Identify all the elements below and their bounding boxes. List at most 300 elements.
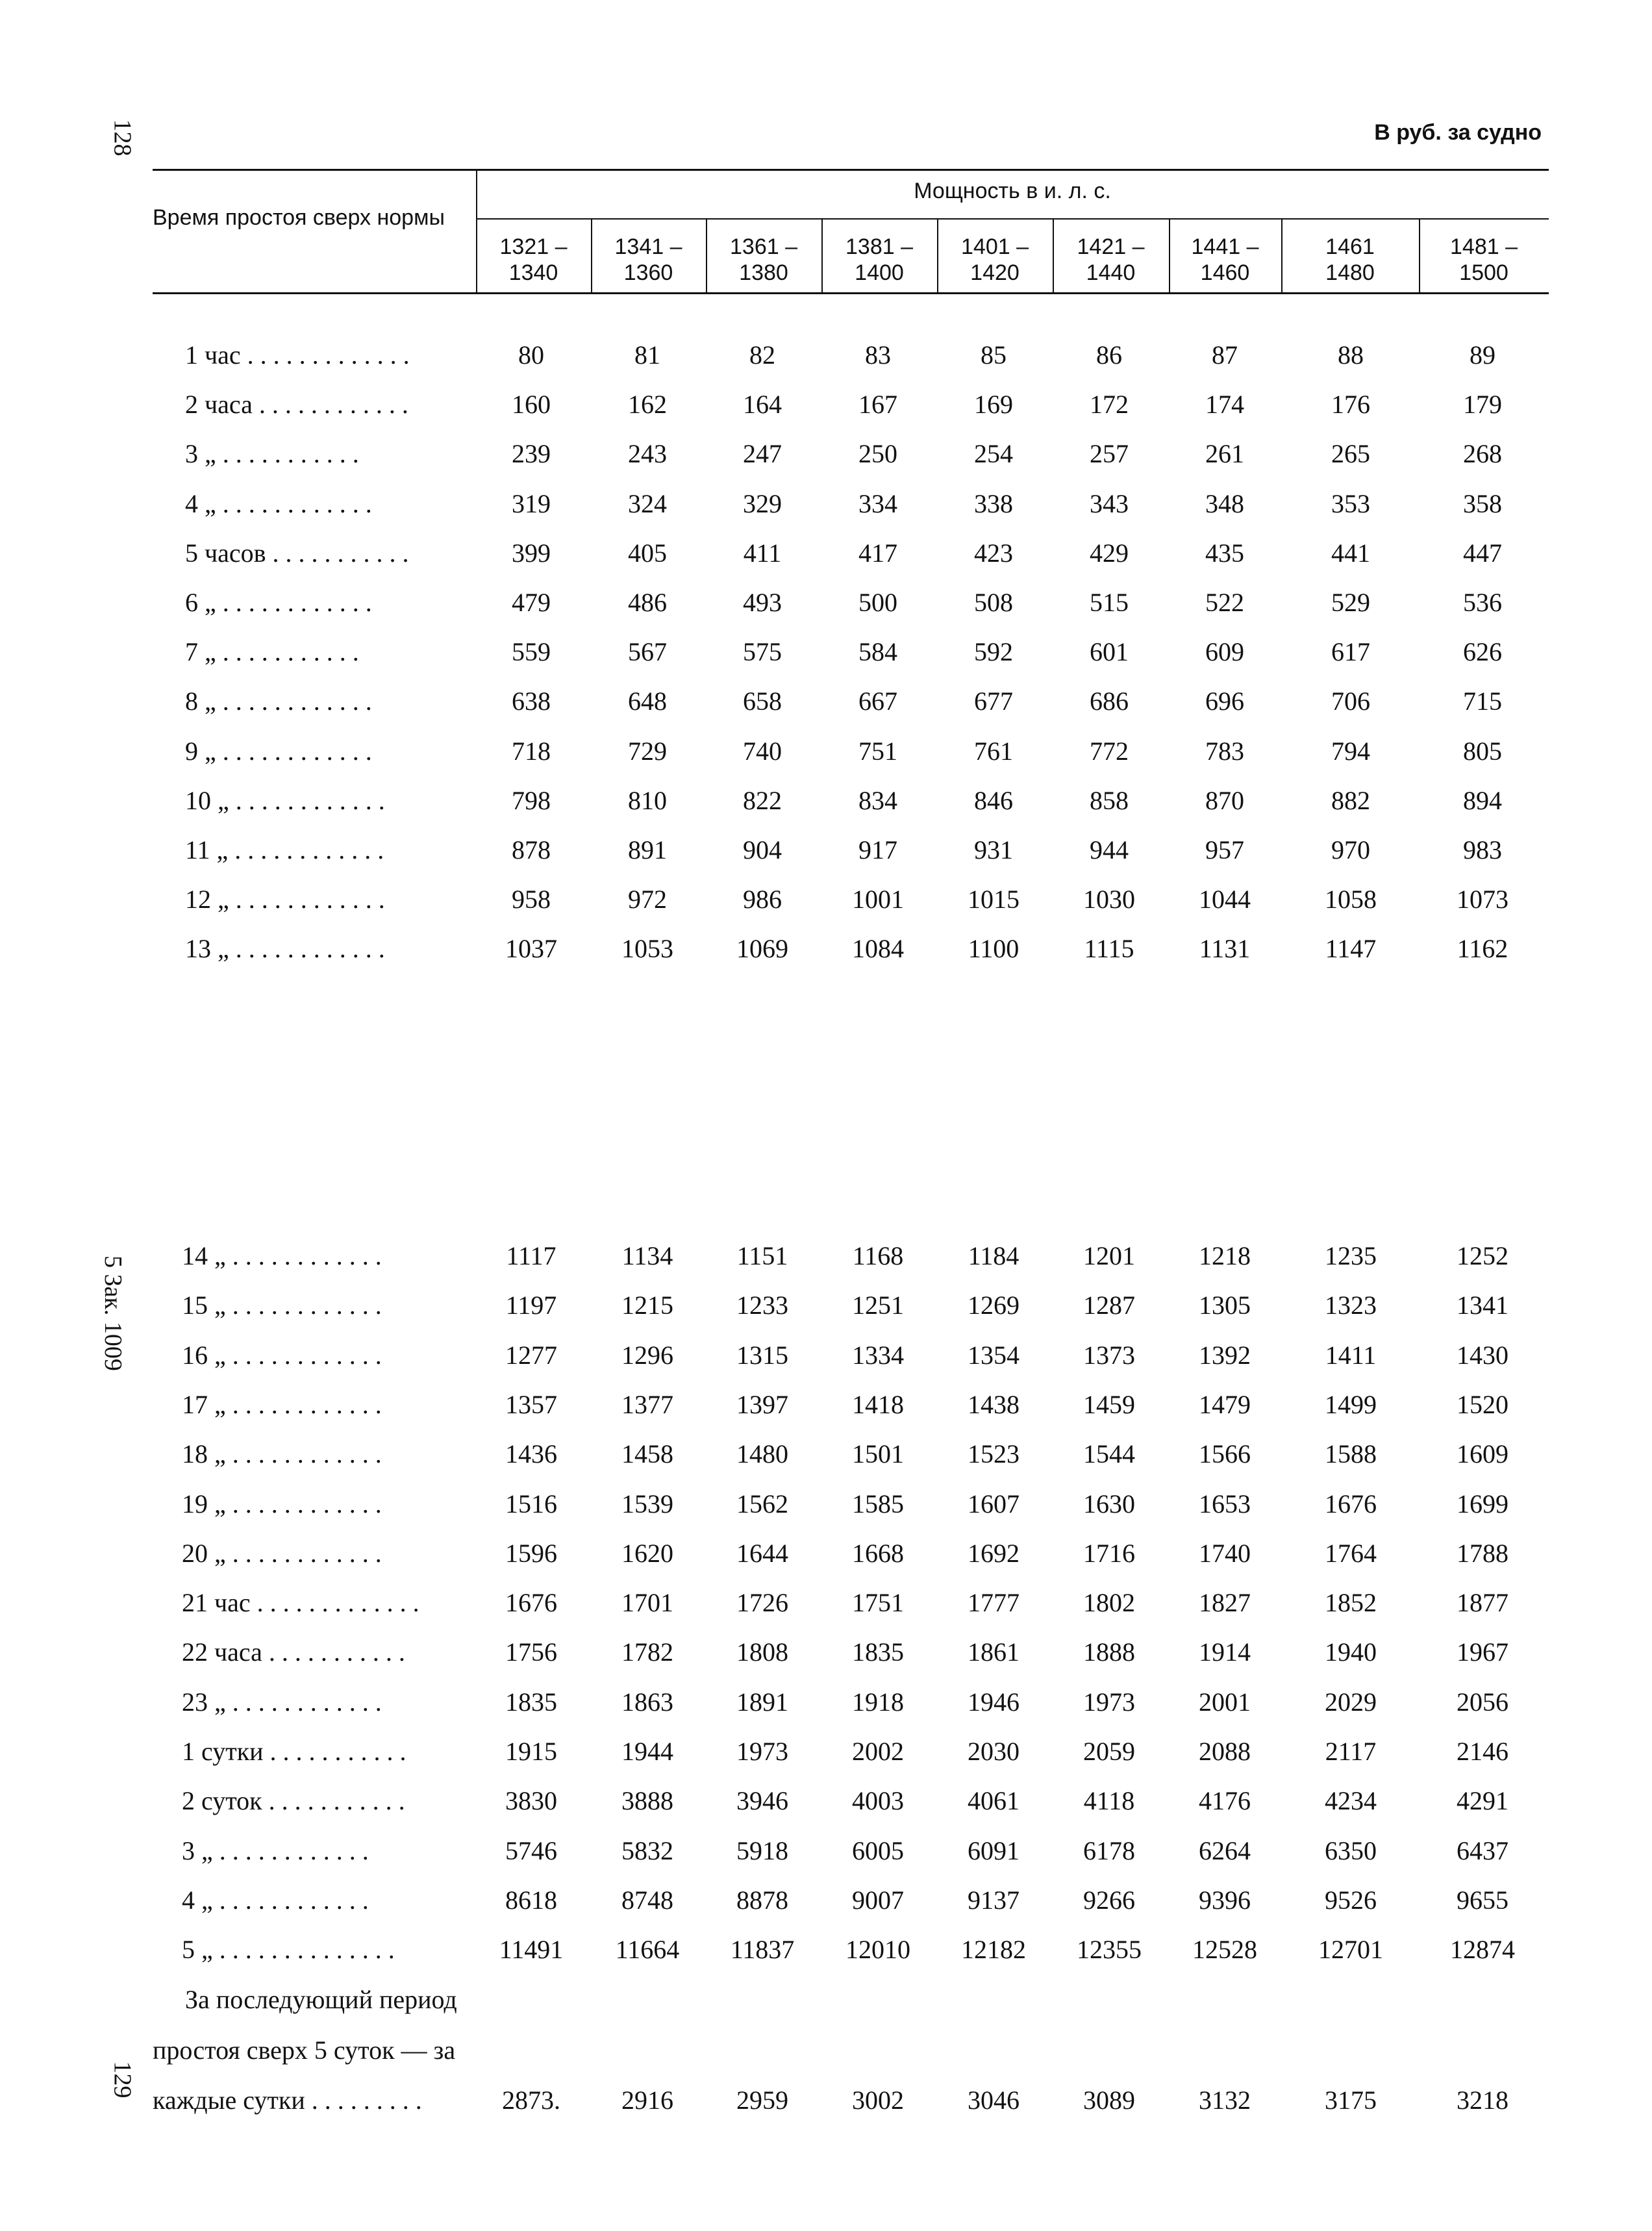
- table-cell: 1940: [1325, 1637, 1377, 1667]
- table-row: [0, 1439, 1652, 1478]
- table-cell: 1539: [621, 1489, 673, 1519]
- table-cell: 3888: [621, 1786, 673, 1816]
- table-cell: 1392: [1199, 1340, 1251, 1370]
- table-cell: 592: [974, 637, 1013, 667]
- table-cell: 1131: [1199, 934, 1251, 964]
- column-header: 1481 – 1500: [1450, 234, 1518, 285]
- table-cell: 80: [518, 340, 544, 370]
- table-cell: 1914: [1199, 1637, 1251, 1667]
- table-cell: 1973: [1083, 1687, 1135, 1717]
- table-cell: 1726: [736, 1588, 788, 1618]
- table-cell: 338: [974, 488, 1013, 518]
- footer-cell: 2959: [736, 2086, 788, 2115]
- table-cell: 324: [628, 488, 667, 518]
- row-label: 13 „ . . . . . . . . . . . .: [185, 934, 385, 964]
- table-cell: 1430: [1457, 1340, 1508, 1370]
- table-cell: 882: [1331, 785, 1370, 815]
- table-cell: 1418: [852, 1389, 904, 1419]
- table-cell: 86: [1096, 340, 1122, 370]
- table-cell: 1973: [736, 1737, 788, 1766]
- table-cell: 1215: [621, 1291, 673, 1320]
- table-cell: 257: [1090, 439, 1129, 469]
- table-row: [0, 884, 1652, 923]
- table-cell: 429: [1090, 538, 1129, 568]
- table-cell: 729: [628, 736, 667, 766]
- table-cell: 1863: [621, 1687, 673, 1717]
- table-cell: 9137: [968, 1885, 1020, 1915]
- table-cell: 761: [974, 736, 1013, 766]
- table-cell: 1520: [1457, 1389, 1508, 1419]
- table-cell: 1117: [506, 1241, 557, 1270]
- table-cell: 2056: [1457, 1687, 1508, 1717]
- table-cell: 486: [628, 588, 667, 617]
- row-label: 4 „ . . . . . . . . . . . .: [185, 488, 372, 518]
- table-cell: 1084: [852, 934, 904, 964]
- table-cell: 176: [1331, 390, 1370, 420]
- table-cell: 87: [1212, 340, 1238, 370]
- table-cell: 1162: [1457, 934, 1508, 964]
- table-row: [0, 1241, 1652, 1279]
- page-number-top: 128: [108, 119, 136, 157]
- table-cell: 1944: [621, 1737, 673, 1766]
- table-cell: 958: [512, 885, 551, 914]
- footer-cell: 2916: [621, 2086, 673, 2115]
- table-row: [0, 1736, 1652, 1775]
- table-cell: 405: [628, 538, 667, 568]
- table-row: [0, 1389, 1652, 1428]
- row-label: 12 „ . . . . . . . . . . . .: [185, 885, 385, 914]
- table-cell: 411: [743, 538, 782, 568]
- column-header: 1381 – 1400: [845, 234, 913, 285]
- table-cell: 83: [865, 340, 891, 370]
- footer-cell: 3089: [1083, 2086, 1135, 2115]
- table-cell: 11491: [499, 1935, 564, 1965]
- table-cell: 696: [1205, 687, 1244, 716]
- table-cell: 6091: [968, 1835, 1020, 1865]
- table-cell: 2146: [1457, 1737, 1508, 1766]
- table-cell: 1630: [1083, 1489, 1135, 1519]
- table-cell: 265: [1331, 439, 1370, 469]
- column-header: 1421 – 1440: [1077, 234, 1145, 285]
- table-cell: 740: [743, 736, 782, 766]
- table-cell: 626: [1463, 637, 1502, 667]
- row-label: 10 „ . . . . . . . . . . . .: [185, 785, 385, 815]
- table-row: [0, 1934, 1652, 1973]
- table-cell: 986: [743, 885, 782, 914]
- table-cell: 4061: [968, 1786, 1020, 1816]
- table-row: [0, 538, 1652, 577]
- table-cell: 343: [1090, 488, 1129, 518]
- table-cell: 167: [858, 390, 897, 420]
- row-label: 7 „ . . . . . . . . . . .: [185, 637, 359, 667]
- table-cell: 4291: [1457, 1786, 1508, 1816]
- table-cell: 584: [858, 637, 897, 667]
- table-cell: 1835: [505, 1687, 557, 1717]
- table-cell: 1946: [968, 1687, 1020, 1717]
- table-cell: 9396: [1199, 1885, 1251, 1915]
- table-cell: 4176: [1199, 1786, 1251, 1816]
- table-cell: 85: [981, 340, 1007, 370]
- table-cell: 1788: [1457, 1538, 1508, 1568]
- table-cell: 353: [1331, 488, 1370, 518]
- table-cell: 3946: [736, 1786, 788, 1816]
- table-cell: 6005: [852, 1835, 904, 1865]
- table-cell: 1334: [852, 1340, 904, 1370]
- footer-cell: 3175: [1325, 2086, 1377, 2115]
- table-cell: 1269: [968, 1291, 1020, 1320]
- table-cell: 567: [628, 637, 667, 667]
- footer-cell: 3046: [968, 2086, 1020, 2115]
- table-cell: 435: [1205, 538, 1244, 568]
- table-cell: 1069: [736, 934, 788, 964]
- footer-line-1: За последующий период: [185, 1985, 457, 2014]
- table-cell: 1168: [852, 1241, 904, 1270]
- table-cell: 1607: [968, 1489, 1020, 1519]
- table-cell: 794: [1331, 736, 1370, 766]
- table-cell: 319: [512, 488, 551, 518]
- table-cell: 8618: [505, 1885, 557, 1915]
- table-cell: 1808: [736, 1637, 788, 1667]
- table-cell: 1218: [1199, 1241, 1251, 1270]
- table-cell: 9007: [852, 1885, 904, 1915]
- table-cell: 1566: [1199, 1439, 1251, 1469]
- table-cell: 11664: [615, 1935, 680, 1965]
- table-cell: 1701: [621, 1588, 673, 1618]
- header-bottom-rule: [153, 292, 1549, 294]
- table-cell: 1676: [1325, 1489, 1377, 1519]
- table-cell: 1397: [736, 1389, 788, 1419]
- table-cell: 1235: [1325, 1241, 1377, 1270]
- row-label: 3 „ . . . . . . . . . . .: [185, 439, 359, 469]
- row-label: 1 сутки . . . . . . . . . . .: [182, 1737, 407, 1766]
- table-cell: 5746: [505, 1835, 557, 1865]
- table-cell: 706: [1331, 687, 1370, 716]
- table-cell: 493: [743, 588, 782, 617]
- table-cell: 5832: [621, 1835, 673, 1865]
- table-cell: 162: [628, 390, 667, 420]
- table-cell: 1802: [1083, 1588, 1135, 1618]
- table-cell: 4003: [852, 1786, 904, 1816]
- table-cell: 1499: [1325, 1389, 1377, 1419]
- table-cell: 772: [1090, 736, 1129, 766]
- table-cell: 805: [1463, 736, 1502, 766]
- table-cell: 1030: [1083, 885, 1135, 914]
- table-cell: 82: [749, 340, 775, 370]
- table-cell: 1668: [852, 1538, 904, 1568]
- table-cell: 1918: [852, 1687, 904, 1717]
- table-cell: 399: [512, 538, 551, 568]
- table-cell: 1373: [1083, 1340, 1135, 1370]
- table-cell: 1001: [852, 885, 904, 914]
- table-cell: 1967: [1457, 1637, 1508, 1667]
- table-cell: 783: [1205, 736, 1244, 766]
- table-cell: 648: [628, 687, 667, 716]
- table-cell: 479: [512, 588, 551, 617]
- table-cell: 970: [1331, 835, 1370, 864]
- row-label: 9 „ . . . . . . . . . . . .: [185, 736, 372, 766]
- table-cell: 1716: [1083, 1538, 1135, 1568]
- table-cell: 1341: [1457, 1291, 1508, 1320]
- table-cell: 1852: [1325, 1588, 1377, 1618]
- table-cell: 957: [1205, 835, 1244, 864]
- table-cell: 858: [1090, 785, 1129, 815]
- table-cell: 9526: [1325, 1885, 1377, 1915]
- table-cell: 250: [858, 439, 897, 469]
- table-cell: 536: [1463, 588, 1502, 617]
- table-row: [0, 637, 1652, 675]
- table-cell: 358: [1463, 488, 1502, 518]
- row-label: 1 час . . . . . . . . . . . . .: [185, 340, 410, 370]
- table-cell: 1699: [1457, 1489, 1508, 1519]
- table-cell: 917: [858, 835, 897, 864]
- table-cell: 1782: [621, 1637, 673, 1667]
- table-cell: 1596: [505, 1538, 557, 1568]
- table-row: [0, 340, 1652, 379]
- row-label: 5 часов . . . . . . . . . . .: [185, 538, 409, 568]
- table-cell: 1100: [968, 934, 1020, 964]
- table-cell: 9655: [1457, 1885, 1508, 1915]
- table-cell: 1287: [1083, 1291, 1135, 1320]
- column-header: 1361 – 1380: [730, 234, 797, 285]
- table-cell: 609: [1205, 637, 1244, 667]
- footer-cell: 3218: [1457, 2086, 1508, 2115]
- table-cell: 638: [512, 687, 551, 716]
- table-cell: 1037: [505, 934, 557, 964]
- table-cell: 2029: [1325, 1687, 1377, 1717]
- table-cell: 1479: [1199, 1389, 1251, 1419]
- row-label: 5 „ . . . . . . . . . . . . . .: [182, 1935, 395, 1965]
- table-cell: 2117: [1325, 1737, 1377, 1766]
- table-cell: 1751: [852, 1588, 904, 1618]
- row-label: 23 „ . . . . . . . . . . . .: [182, 1687, 382, 1717]
- row-header: Время простоя сверх нормы: [153, 205, 445, 230]
- table-cell: 1891: [736, 1687, 788, 1717]
- table-cell: 1544: [1083, 1439, 1135, 1469]
- table-row: [0, 736, 1652, 775]
- table-cell: 247: [743, 439, 782, 469]
- table-cell: 1501: [852, 1439, 904, 1469]
- table-cell: 1277: [505, 1340, 557, 1370]
- table-cell: 972: [628, 885, 667, 914]
- table-cell: 1523: [968, 1439, 1020, 1469]
- table-cell: 1184: [968, 1241, 1020, 1270]
- table-cell: 508: [974, 588, 1013, 617]
- table-cell: 1305: [1199, 1291, 1251, 1320]
- group-underline: [476, 218, 1549, 220]
- table-cell: 8748: [621, 1885, 673, 1915]
- row-label: 11 „ . . . . . . . . . . . .: [185, 835, 384, 864]
- row-label: 18 „ . . . . . . . . . . . .: [182, 1439, 382, 1469]
- table-row: [0, 1290, 1652, 1329]
- table-row: [0, 1489, 1652, 1528]
- footer-line-2: простоя сверх 5 суток — за: [153, 2036, 456, 2065]
- table-cell: 601: [1090, 637, 1129, 667]
- table-cell: 1764: [1325, 1538, 1377, 1568]
- table-cell: 686: [1090, 687, 1129, 716]
- table-cell: 1644: [736, 1538, 788, 1568]
- row-label: 22 часа . . . . . . . . . . .: [182, 1637, 405, 1667]
- table-cell: 1354: [968, 1340, 1020, 1370]
- table-cell: 658: [743, 687, 782, 716]
- table-cell: 12528: [1192, 1935, 1257, 1965]
- table-row: [0, 1637, 1652, 1676]
- table-cell: 172: [1090, 390, 1129, 420]
- table-row: [0, 785, 1652, 824]
- table-cell: 441: [1331, 538, 1370, 568]
- row-label: 2 часа . . . . . . . . . . . .: [185, 390, 408, 420]
- table-cell: 9266: [1083, 1885, 1135, 1915]
- table-cell: 179: [1463, 390, 1502, 420]
- table-cell: 894: [1463, 785, 1502, 815]
- table-cell: 983: [1463, 835, 1502, 864]
- table-cell: 1251: [852, 1291, 904, 1320]
- table-cell: 88: [1338, 340, 1364, 370]
- table-cell: 1915: [505, 1737, 557, 1766]
- table-cell: 1653: [1199, 1489, 1251, 1519]
- table-cell: 417: [858, 538, 897, 568]
- table-cell: 1458: [621, 1439, 673, 1469]
- table-cell: 1252: [1457, 1241, 1508, 1270]
- footer-cell: 2873.: [502, 2086, 560, 2115]
- column-header: 1321 – 1340: [499, 234, 568, 285]
- table-cell: 1044: [1199, 885, 1251, 914]
- table-row: [0, 1340, 1652, 1379]
- row-label: 6 „ . . . . . . . . . . . .: [185, 588, 372, 617]
- table-row: [0, 1687, 1652, 1726]
- table-cell: 1835: [852, 1637, 904, 1667]
- table-cell: 4118: [1083, 1786, 1135, 1816]
- table-cell: 1134: [621, 1241, 673, 1270]
- table-cell: 169: [974, 390, 1013, 420]
- footer-line-3: каждые сутки . . . . . . . . .: [153, 2086, 422, 2115]
- table-cell: 423: [974, 538, 1013, 568]
- table-cell: 529: [1331, 588, 1370, 617]
- footer-cell: 3002: [852, 2086, 904, 2115]
- table-cell: 1147: [1325, 934, 1377, 964]
- row-label: 15 „ . . . . . . . . . . . .: [182, 1291, 382, 1320]
- table-cell: 6178: [1083, 1835, 1135, 1865]
- table-row: [0, 1835, 1652, 1874]
- table-cell: 239: [512, 439, 551, 469]
- table-cell: 1756: [505, 1637, 557, 1667]
- table-cell: 4234: [1325, 1786, 1377, 1816]
- page-number-bottom: 129: [108, 2061, 136, 2099]
- signature-mark: 5 Зак. 1009: [99, 1255, 127, 1371]
- table-cell: 878: [512, 835, 551, 864]
- table-cell: 1411: [1325, 1340, 1377, 1370]
- table-cell: 1151: [736, 1241, 788, 1270]
- table-cell: 6437: [1457, 1835, 1508, 1865]
- table-row: [0, 933, 1652, 972]
- unit-label: В руб. за судно: [1374, 120, 1542, 145]
- table-cell: 559: [512, 637, 551, 667]
- row-label: 8 „ . . . . . . . . . . . .: [185, 687, 372, 716]
- table-cell: 254: [974, 439, 1013, 469]
- row-label: 2 суток . . . . . . . . . . .: [182, 1786, 405, 1816]
- table-cell: 1516: [505, 1489, 557, 1519]
- table-cell: 1827: [1199, 1588, 1251, 1618]
- column-header: 1401 – 1420: [961, 234, 1029, 285]
- table-cell: 522: [1205, 588, 1244, 617]
- table-cell: 931: [974, 835, 1013, 864]
- table-cell: 1692: [968, 1538, 1020, 1568]
- table-row: [0, 686, 1652, 725]
- table-cell: 268: [1463, 439, 1502, 469]
- table-cell: 1377: [621, 1389, 673, 1419]
- table-cell: 1115: [1084, 934, 1134, 964]
- table-cell: 2059: [1083, 1737, 1135, 1766]
- table-cell: 3830: [505, 1786, 557, 1816]
- table-cell: 447: [1463, 538, 1502, 568]
- table-cell: 1053: [621, 934, 673, 964]
- footer-cell: 3132: [1199, 2086, 1251, 2115]
- table-cell: 1315: [736, 1340, 788, 1370]
- table-cell: 1436: [505, 1439, 557, 1469]
- table-cell: 12355: [1077, 1935, 1142, 1965]
- table-cell: 1562: [736, 1489, 788, 1519]
- table-cell: 515: [1090, 588, 1129, 617]
- table-cell: 1480: [736, 1439, 788, 1469]
- table-cell: 12874: [1450, 1935, 1515, 1965]
- table-row: [0, 1587, 1652, 1626]
- table-cell: 1888: [1083, 1637, 1135, 1667]
- table-cell: 1777: [968, 1588, 1020, 1618]
- table-cell: 1197: [505, 1291, 557, 1320]
- table-cell: 2001: [1199, 1687, 1251, 1717]
- table-cell: 261: [1205, 439, 1244, 469]
- row-label: 16 „ . . . . . . . . . . . .: [182, 1340, 382, 1370]
- table-cell: 5918: [736, 1835, 788, 1865]
- table-cell: 174: [1205, 390, 1244, 420]
- table-cell: 1620: [621, 1538, 673, 1568]
- row-label: 4 „ . . . . . . . . . . . .: [182, 1885, 369, 1915]
- table-cell: 667: [858, 687, 897, 716]
- table-cell: 1740: [1199, 1538, 1251, 1568]
- table-cell: 2088: [1199, 1737, 1251, 1766]
- table-cell: 1861: [968, 1637, 1020, 1667]
- table-cell: 89: [1470, 340, 1496, 370]
- row-label: 19 „ . . . . . . . . . . . .: [182, 1489, 382, 1519]
- table-cell: 810: [628, 785, 667, 815]
- table-cell: 164: [743, 390, 782, 420]
- column-header: 1461 1480: [1325, 234, 1375, 285]
- table-cell: 1609: [1457, 1439, 1508, 1469]
- table-cell: 12182: [961, 1935, 1026, 1965]
- row-label: 21 час . . . . . . . . . . . . .: [182, 1588, 419, 1618]
- table-row: [0, 1885, 1652, 1924]
- table-row: [0, 1538, 1652, 1577]
- table-row: [0, 587, 1652, 626]
- table-cell: 11837: [730, 1935, 795, 1965]
- table-cell: 8878: [736, 1885, 788, 1915]
- table-cell: 1233: [736, 1291, 788, 1320]
- table-cell: 718: [512, 736, 551, 766]
- group-header: Мощность в и. л. с.: [914, 179, 1111, 203]
- table-cell: 1585: [852, 1489, 904, 1519]
- table-cell: 6264: [1199, 1835, 1251, 1865]
- table-cell: 6350: [1325, 1835, 1377, 1865]
- table-row: [0, 835, 1652, 874]
- table-cell: 575: [743, 637, 782, 667]
- table-cell: 1296: [621, 1340, 673, 1370]
- table-cell: 904: [743, 835, 782, 864]
- table-cell: 846: [974, 785, 1013, 815]
- table-cell: 822: [743, 785, 782, 815]
- table-cell: 715: [1463, 687, 1502, 716]
- table-cell: 798: [512, 785, 551, 815]
- table-cell: 617: [1331, 637, 1370, 667]
- table-cell: 944: [1090, 835, 1129, 864]
